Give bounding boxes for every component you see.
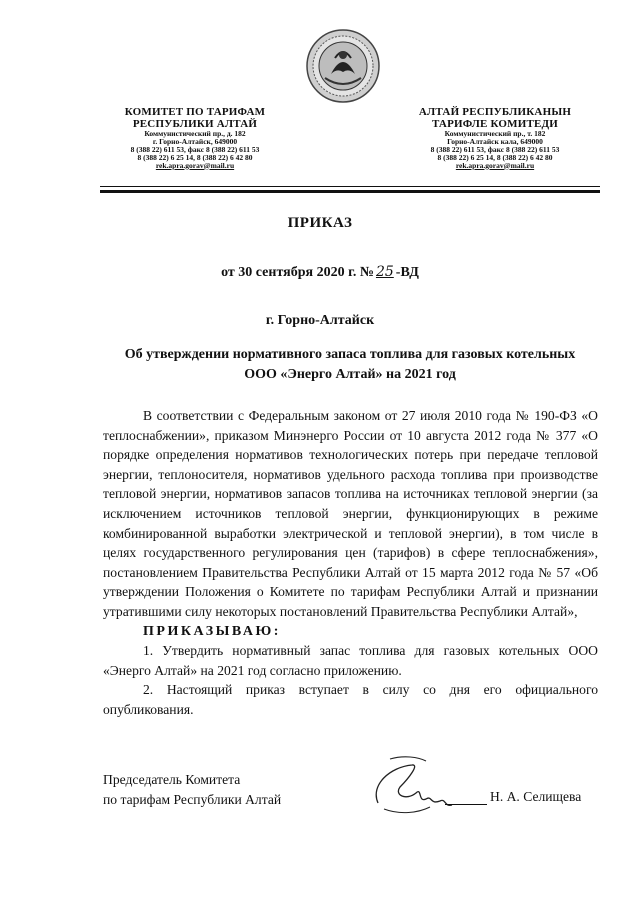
order-item-2: 2. Настоящий приказ вступает в силу со дня его официального опубликования. bbox=[103, 682, 598, 717]
order-city: г. Горно-Алтайск bbox=[265, 313, 375, 328]
org-name-line2: РЕСПУБЛИКИ АЛТАЙ bbox=[132, 117, 258, 130]
subject-line1: Об утверждении нормативного запаса топлива для газовых котельных bbox=[124, 347, 576, 362]
org-name-line1: КОМИТЕТ ПО ТАРИФАМ bbox=[124, 106, 266, 118]
org-phones1: 8 (388 22) 611 53, факс 8 (388 22) 611 53 bbox=[130, 144, 260, 154]
header-divider-thin bbox=[100, 186, 600, 187]
org-address2: г. Горно-Алтайск, 649000 bbox=[152, 136, 238, 146]
header-left-org bbox=[95, 107, 295, 169]
org-address2: Горно-Алтайск кала, 649000 bbox=[447, 136, 543, 146]
org-phones2: 8 (388 22) 6 25 14, 8 (388 22) 6 42 80 bbox=[137, 152, 253, 162]
org-email-link[interactable]: rek.apra.gorav@mail.ru bbox=[455, 160, 535, 170]
signatory-position bbox=[103, 770, 281, 810]
order-item-1: 1. Утвердить нормативный запас топлива для газовых котельных ООО «Энерго Алтай» на 2021 год согласно приложению. bbox=[103, 643, 598, 678]
subject-line2: ООО «Энерго Алтай» на 2021 год bbox=[244, 366, 456, 382]
order-date-prefix: от 30 сентября 2020 г. № bbox=[221, 265, 374, 280]
org-name-line2: ТАРИФЛЕ КОМИТЕДИ bbox=[431, 117, 559, 130]
order-items bbox=[103, 641, 598, 719]
header-divider-thick bbox=[100, 190, 600, 193]
handwritten-signature bbox=[360, 745, 480, 825]
signature-line bbox=[445, 804, 487, 805]
preamble-paragraph: В соответствии с Федеральным законом от 27 июля 2010 года № 190-ФЗ «О теплоснабжении», приказом Минэнерго России от 10 августа 2012 года № 377 «О порядке определения нормативов технологических потерь при передаче тепловой энергии, теплоносителя, нормативов удельного расхода топлива при производстве тепловой энергии, нормативов запасов топлива на источниках тепловой энергии (за исключением источников тепловой энергии, функционирующих в режиме комбинированной выработки электрической и тепловой энергии), в том числе в целях государственного регулирования цен (тарифов) в сфере теплоснабжения», постановлением Правительства Республики Алтай от 15 марта 2012 года № 57 «Об утверждении Положения о Комитете по тарифам Республики Алтай и признании утратившими силу некоторых постановлений Правительства Республики Алтай», bbox=[103, 408, 598, 619]
order-date bbox=[0, 264, 640, 281]
position-line2: по тарифам Республики Алтай bbox=[103, 792, 282, 807]
org-name-line1: АЛТАЙ РЕСПУБЛИКАНЫН bbox=[418, 106, 572, 118]
decree-heading: ПРИКАЗЫВАЮ: bbox=[143, 623, 281, 639]
order-date-suffix: -ВД bbox=[395, 265, 419, 280]
order-title: ПРИКАЗ bbox=[287, 215, 353, 231]
order-subject bbox=[100, 345, 600, 384]
signatory-name: Н. А. Селищева bbox=[490, 789, 582, 804]
org-address1: Коммунистический пр., д. 182 bbox=[144, 129, 246, 139]
order-body bbox=[103, 406, 598, 720]
org-phones1: 8 (388 22) 611 53, факс 8 (388 22) 611 53 bbox=[430, 144, 560, 154]
coat-of-arms-emblem bbox=[305, 28, 381, 104]
org-address1: Коммунистический пр., т. 182 bbox=[444, 129, 546, 139]
header-right-org bbox=[395, 107, 595, 169]
order-number: 25 bbox=[375, 264, 394, 280]
org-phones2: 8 (388 22) 6 25 14, 8 (388 22) 6 42 80 bbox=[437, 152, 553, 162]
org-email-link[interactable]: rek.apra.gorav@mail.ru bbox=[155, 160, 235, 170]
position-line1: Председатель Комитета bbox=[103, 772, 241, 787]
